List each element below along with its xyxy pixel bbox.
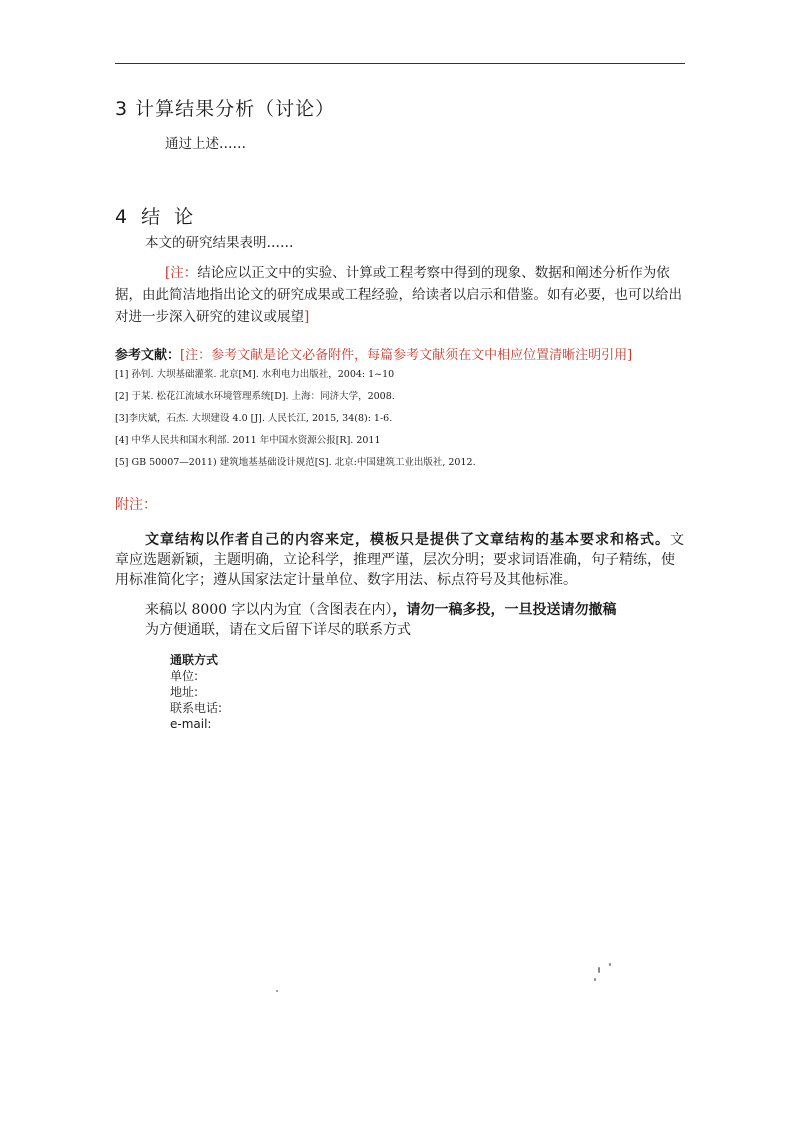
scan-speck xyxy=(598,967,600,973)
section-3-heading: 3 计算结果分析（讨论） xyxy=(115,98,336,120)
reference-item: [5] GB 50007—2011) 建筑地基基础设计规范[S]. 北京:中国建筑工业出版社, 2012. xyxy=(115,457,476,468)
reference-item: [2] 于某. 松花江流域水环境管理系统[D]. 上海：同济大学，2008. xyxy=(115,391,395,402)
appendix-label: 附注： xyxy=(115,497,157,513)
contact-title: 通联方式 xyxy=(170,653,219,667)
appendix-para1-bold: 文章结构以作者自己的内容来定，模板只是提供了文章结构的基本要求和格式。 xyxy=(145,532,670,548)
contact-address: 地址: xyxy=(170,685,199,699)
contact-block xyxy=(170,652,222,732)
note-open: [注： xyxy=(165,265,198,281)
appendix-para2-c: 为方便通联，请在文后留下详尽的联系方式 xyxy=(145,622,411,638)
header-rule xyxy=(115,63,685,64)
section-4-heading: 4 结 论 xyxy=(115,206,198,228)
contact-unit: 单位: xyxy=(170,669,199,683)
scan-speck xyxy=(276,990,278,992)
references-list xyxy=(115,364,675,474)
references-label: 参考文献： xyxy=(115,348,181,363)
appendix-para2-a: 来稿以 8000 字以内为宜（含图表在内） xyxy=(145,602,393,618)
section-3-body: 通过上述…… xyxy=(165,136,246,152)
references-heading xyxy=(115,344,695,363)
scan-speck xyxy=(609,963,611,966)
note-text: 结论应以正文中的实验、计算或工程考察中得到的现象、数据和阐述分析作为依据，由此简洁地指出论文的研究成果或工程经验，给读者以启示和借鉴。如有必要，也可以给出对进一步深入研究的建议或展望 xyxy=(115,265,682,325)
reference-item: [4] 中华人民共和国水利部. 2011 年中国水资源公报[R]. 2011 xyxy=(115,435,381,446)
contact-phone: 联系电话: xyxy=(170,701,223,715)
appendix-paragraph-1 xyxy=(115,530,685,590)
appendix-paragraph-2 xyxy=(145,600,705,640)
reference-item: [1] 孙钊. 大坝基础灌浆. 北京[M]. 水利电力出版社，2004: 1~10 xyxy=(115,369,395,380)
contact-email: e-mail: xyxy=(170,717,212,731)
section-4-body: 本文的研究结果表明…… xyxy=(145,235,294,251)
scan-speck xyxy=(594,978,596,981)
references-note: [注：参考文献是论文必备附件，每篇参考文献须在文中相应位置清晰注明引用] xyxy=(180,348,633,363)
appendix-para2-b: ，请勿一稿多投，一旦投送请勿撤稿 xyxy=(392,602,617,618)
note-close: ] xyxy=(304,309,310,325)
appendix-para1-rest: 文章应选题新颖，主题明确，立论科学，推理严谨，层次分明；要求词语准确，句子精练，使用标准简化字；遵从国家法定计量单位、数字用法、标点符号及其他标准。 xyxy=(115,532,684,588)
conclusion-note xyxy=(115,262,685,328)
reference-item: [3]李庆斌，石杰. 大坝建设 4.0 [J]. 人民长江, 2015, 34(8): 1-6. xyxy=(115,413,393,424)
